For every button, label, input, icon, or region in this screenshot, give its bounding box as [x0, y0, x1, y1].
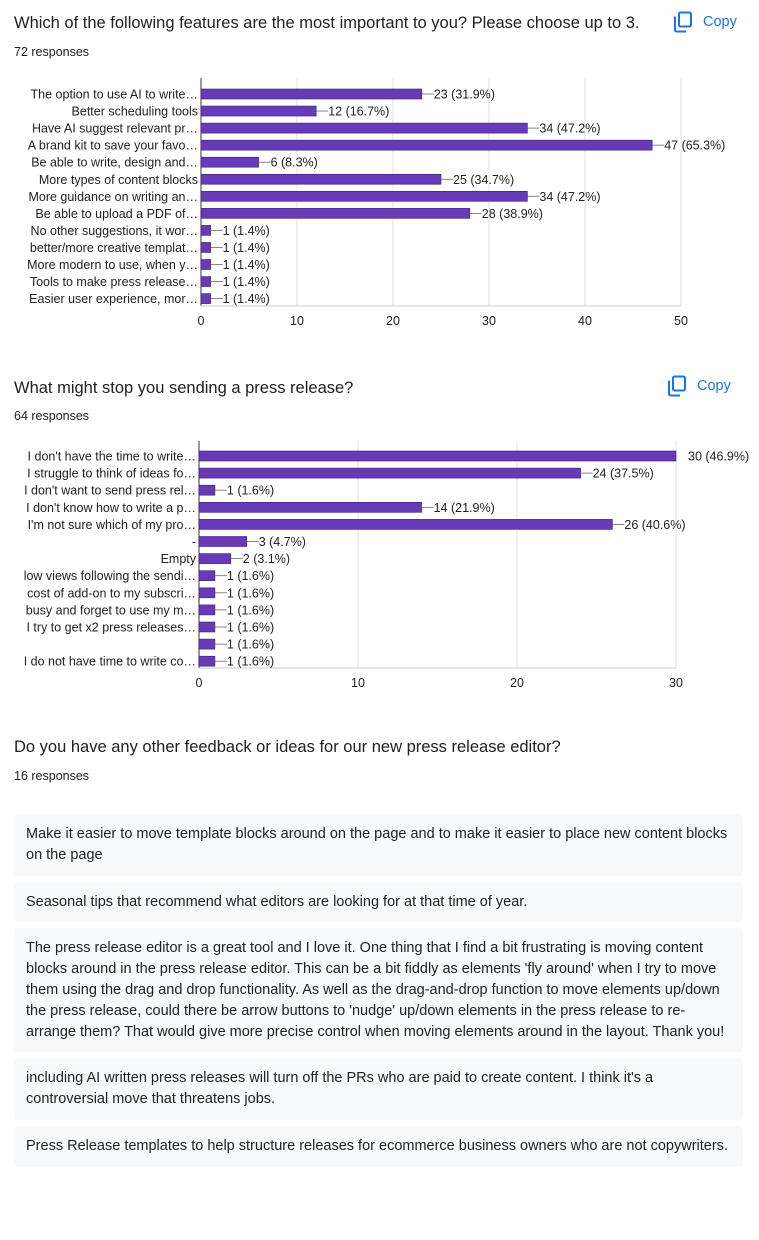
question-3-section — [0, 725, 759, 1240]
copy-chart-1-button[interactable] — [673, 11, 737, 33]
data-label: 3 (4.7%) — [258, 535, 306, 549]
question-2-response-count: 64 responses — [14, 409, 90, 423]
x-tick-label: 10 — [290, 314, 304, 328]
category-label: I do not have time to write co… — [23, 654, 196, 669]
category-label: Have AI suggest relevant pr… — [31, 121, 198, 136]
question-2-section — [0, 365, 759, 705]
x-tick-label: 40 — [578, 314, 592, 328]
category-label: Better scheduling tools — [71, 104, 198, 119]
bar — [201, 174, 441, 184]
data-label: 28 (38.9%) — [481, 206, 543, 221]
category-label: More modern to use, when y… — [27, 258, 198, 272]
bar — [199, 656, 215, 666]
data-label: 1 (1.4%) — [222, 258, 270, 272]
bar — [199, 468, 581, 478]
data-label: 23 (31.9%) — [433, 87, 495, 102]
x-tick-label: 10 — [351, 676, 365, 690]
category-label: I don't know how to write a p… — [26, 500, 196, 515]
category-label: I don't want to send press rel… — [24, 483, 196, 498]
x-tick-label: 0 — [197, 314, 205, 328]
x-tick-label: 20 — [386, 314, 400, 328]
data-label: 1 (1.4%) — [222, 223, 270, 238]
bar — [201, 208, 470, 218]
bar — [201, 89, 422, 99]
x-tick-label: 0 — [195, 676, 203, 690]
category-label: More types of content blocks — [38, 172, 198, 187]
bar — [201, 242, 211, 252]
bar — [199, 605, 215, 615]
question-1-section — [0, 0, 759, 360]
data-label: 1 (1.6%) — [226, 586, 275, 601]
copy-label: Copy — [703, 14, 737, 30]
copy-icon — [667, 375, 687, 397]
data-label: 14 (21.9%) — [433, 500, 495, 515]
data-label: 1 (1.4%) — [222, 292, 270, 307]
responses-list — [14, 814, 743, 1173]
category-label: busy and forget to use my m… — [25, 603, 196, 618]
copy-label: Copy — [697, 378, 731, 394]
question-1-title: Which of the following features are the most important to you? Please choose up to 3. — [14, 14, 640, 32]
data-label: 34 (47.2%) — [539, 121, 601, 136]
bar — [199, 639, 215, 649]
copy-icon — [673, 11, 693, 33]
category-label: I don't have the time to write… — [27, 449, 196, 464]
bar — [199, 588, 215, 598]
copy-chart-2-button[interactable] — [667, 375, 731, 397]
x-tick-label: 30 — [669, 676, 683, 690]
response-card: Make it easier to move template blocks around on the page and to make it easier to place new content blocks on the page — [14, 814, 743, 876]
response-card: including AI written press releases will turn off the PRs who are paid to create content. I think it's a controversial move that threatens jobs. — [14, 1058, 743, 1120]
bar — [201, 123, 527, 133]
category-label: Be able to upload a PDF of… — [35, 206, 198, 221]
category-label: A brand kit to save your favo… — [27, 138, 198, 153]
bar — [199, 622, 215, 632]
response-card: The press release editor is a great tool and I love it. One thing that I find a bit frustrating is moving content blocks around in the press release editor. This can be a bit fiddly as elements 'fly around' when I try to move them using the drag and drop functionality. As well as the drag-and-drop function to move elements up/down the press release, could there be arrow buttons to 'nudge' up/down elements in the press release to re-arrange them? That would give more precise control when moving elements around in the layout. Thank you! — [14, 928, 743, 1052]
category-label: I'm not sure which of my pro… — [27, 517, 196, 532]
question-2-title: What might stop you sending a press release? — [14, 379, 354, 397]
question-3-response-count: 16 responses — [14, 769, 90, 783]
bar — [199, 485, 215, 495]
bar — [201, 225, 211, 235]
category-label: cost of add-on to my subscri… — [27, 586, 196, 601]
data-label: 1 (1.6%) — [226, 483, 275, 498]
data-label: 1 (1.6%) — [226, 603, 275, 618]
category-label: better/more creative templat… — [29, 240, 198, 255]
category-label: low views following the sendi… — [23, 569, 196, 584]
bar — [199, 537, 247, 547]
x-tick-label: 20 — [510, 676, 524, 690]
data-label: 1 (1.6%) — [226, 637, 275, 652]
bar — [199, 554, 231, 564]
data-label: 6 (8.3%) — [270, 155, 318, 170]
category-label: I struggle to think of ideas fo… — [27, 466, 196, 481]
bar — [199, 502, 422, 512]
x-tick-label: 30 — [482, 314, 496, 328]
bar — [201, 191, 527, 201]
category-label: Tools to make press release… — [29, 275, 198, 290]
bar — [201, 260, 211, 270]
response-card: Seasonal tips that recommend what editors are looking for at that time of year. — [14, 882, 743, 923]
category-label: Empty — [160, 552, 196, 567]
data-label: 1 (1.6%) — [226, 620, 275, 635]
chart-1 — [0, 78, 759, 340]
data-label: 34 (47.2%) — [539, 189, 601, 204]
question-3-title: Do you have any other feedback or ideas for our new press release editor? — [14, 738, 561, 756]
bar — [199, 519, 612, 529]
category-label: More guidance on writing an… — [28, 189, 198, 204]
bar — [201, 106, 316, 116]
category-label: Be able to write, design and… — [31, 155, 198, 170]
data-label: 1 (1.4%) — [222, 240, 270, 255]
bar — [201, 277, 211, 287]
category-label: - — [191, 535, 196, 549]
response-card: Press Release templates to help structure releases for ecommerce business owners who are not copywriters. — [14, 1126, 743, 1167]
category-label: No other suggestions, it wor… — [30, 223, 198, 238]
bar — [201, 157, 259, 167]
category-label: Easier user experience, mor… — [29, 292, 198, 307]
data-label: 12 (16.7%) — [328, 104, 390, 119]
category-label: I try to get x2 press releases… — [26, 620, 196, 635]
bar — [201, 140, 652, 150]
data-label: 1 (1.4%) — [222, 275, 270, 290]
data-label: 30 (46.9%) — [688, 449, 750, 464]
bar — [199, 451, 676, 461]
category-label: The option to use AI to write… — [30, 87, 198, 102]
data-label: 2 (3.1%) — [242, 552, 291, 567]
bar — [199, 571, 215, 581]
data-label: 26 (40.6%) — [624, 517, 686, 532]
x-tick-label: 50 — [674, 314, 688, 328]
question-1-response-count: 72 responses — [14, 45, 90, 59]
data-label: 47 (65.3%) — [664, 138, 726, 153]
data-label: 1 (1.6%) — [226, 654, 275, 669]
chart-2 — [0, 441, 759, 703]
bar — [201, 294, 211, 304]
data-label: 24 (37.5%) — [592, 466, 654, 481]
data-label: 1 (1.6%) — [226, 569, 275, 584]
data-label: 25 (34.7%) — [453, 172, 515, 187]
